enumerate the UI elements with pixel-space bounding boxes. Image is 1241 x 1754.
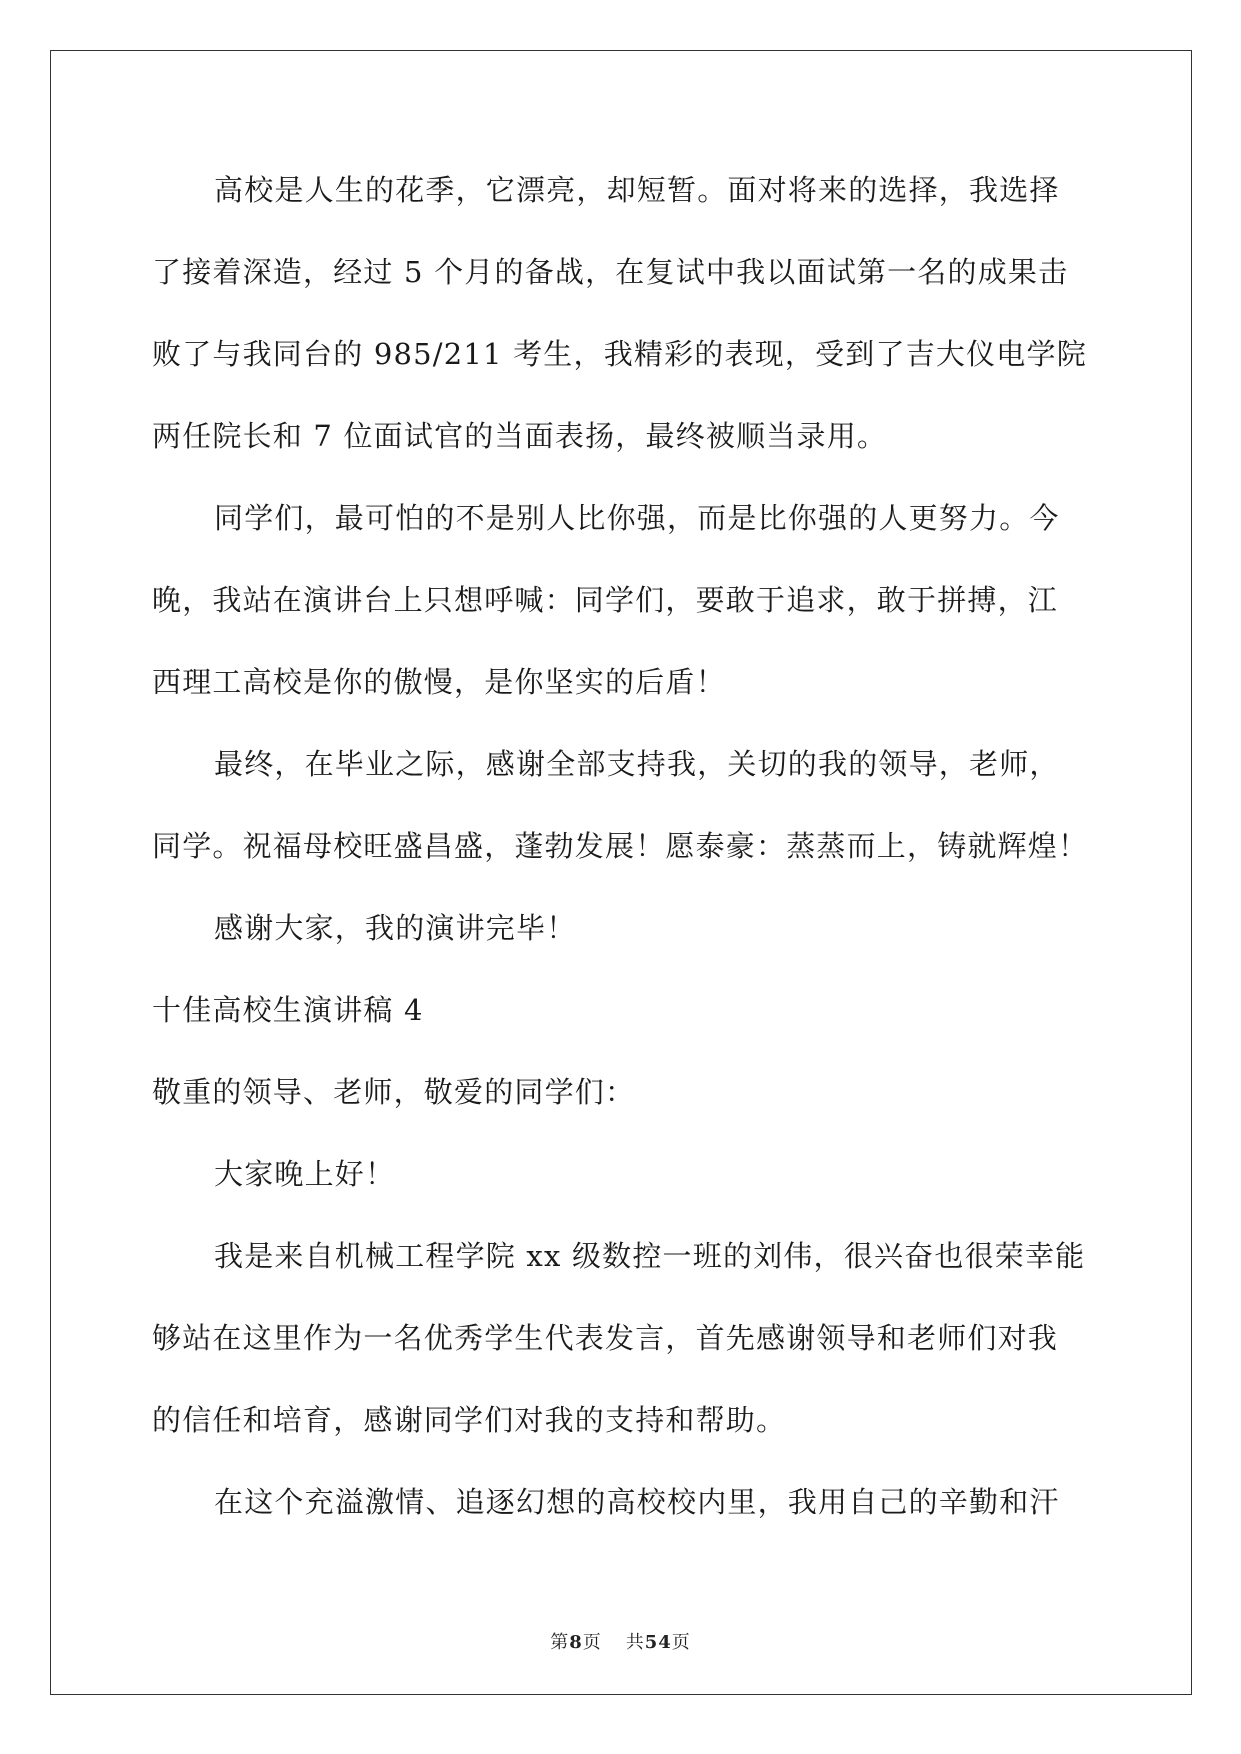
footer-total-label: 页 xyxy=(671,1632,691,1653)
text-line-8: 最终，在毕业之际，感谢全部支持我，关切的我的领导，老师， xyxy=(214,747,1060,781)
page-footer xyxy=(0,1628,1241,1654)
text-line-4: 两任院长和 7 位面试官的当面表扬，最终被顺当录用。 xyxy=(152,419,888,453)
section-heading: 十佳高校生演讲稿 4 xyxy=(152,993,424,1027)
footer-page-label: 页 xyxy=(582,1632,602,1653)
text-line-7: 西理工高校是你的傲慢，是你坚实的后盾！ xyxy=(152,665,726,699)
text-line-17: 在这个充溢激情、追逐幻想的高校校内里，我用自己的辛勤和汗 xyxy=(214,1485,1060,1519)
salutation: 敬重的领导、老师，敬爱的同学们： xyxy=(152,1075,636,1109)
text-line-2: 了接着深造，经过 5 个月的备战，在复试中我以面试第一名的成果击 xyxy=(152,255,1069,289)
text-line-1: 高校是人生的花季，它漂亮，却短暂。面对将来的选择，我选择 xyxy=(214,173,1060,207)
text-line-15: 够站在这里作为一名优秀学生代表发言，首先感谢领导和老师们对我 xyxy=(152,1321,1059,1355)
footer-prefix: 第 xyxy=(550,1632,570,1653)
current-page-number: 8 xyxy=(569,1632,583,1653)
text-line-14: 我是来自机械工程学院 xx 级数控一班的刘伟，很兴奋也很荣幸能 xyxy=(214,1239,1086,1273)
text-line-10: 感谢大家，我的演讲完毕！ xyxy=(214,911,577,945)
text-line-5: 同学们，最可怕的不是别人比你强，而是比你强的人更努力。今 xyxy=(214,501,1060,535)
text-line-3: 败了与我同台的 985/211 考生，我精彩的表现，受到了吉大仪电学院 xyxy=(152,337,1087,371)
text-line-16: 的信任和培育，感谢同学们对我的支持和帮助。 xyxy=(152,1403,787,1437)
text-line-9: 同学。祝福母校旺盛昌盛，蓬勃发展！愿泰豪：蒸蒸而上，铸就辉煌！ xyxy=(152,829,1089,863)
greeting: 大家晚上好！ xyxy=(214,1157,396,1191)
footer-total-prefix: 共 xyxy=(625,1632,645,1653)
document-body xyxy=(152,166,1090,1560)
total-pages-number: 54 xyxy=(644,1632,672,1653)
text-line-6: 晚，我站在演讲台上只想呼喊：同学们，要敢于追求，敢于拼搏，江 xyxy=(152,583,1059,617)
